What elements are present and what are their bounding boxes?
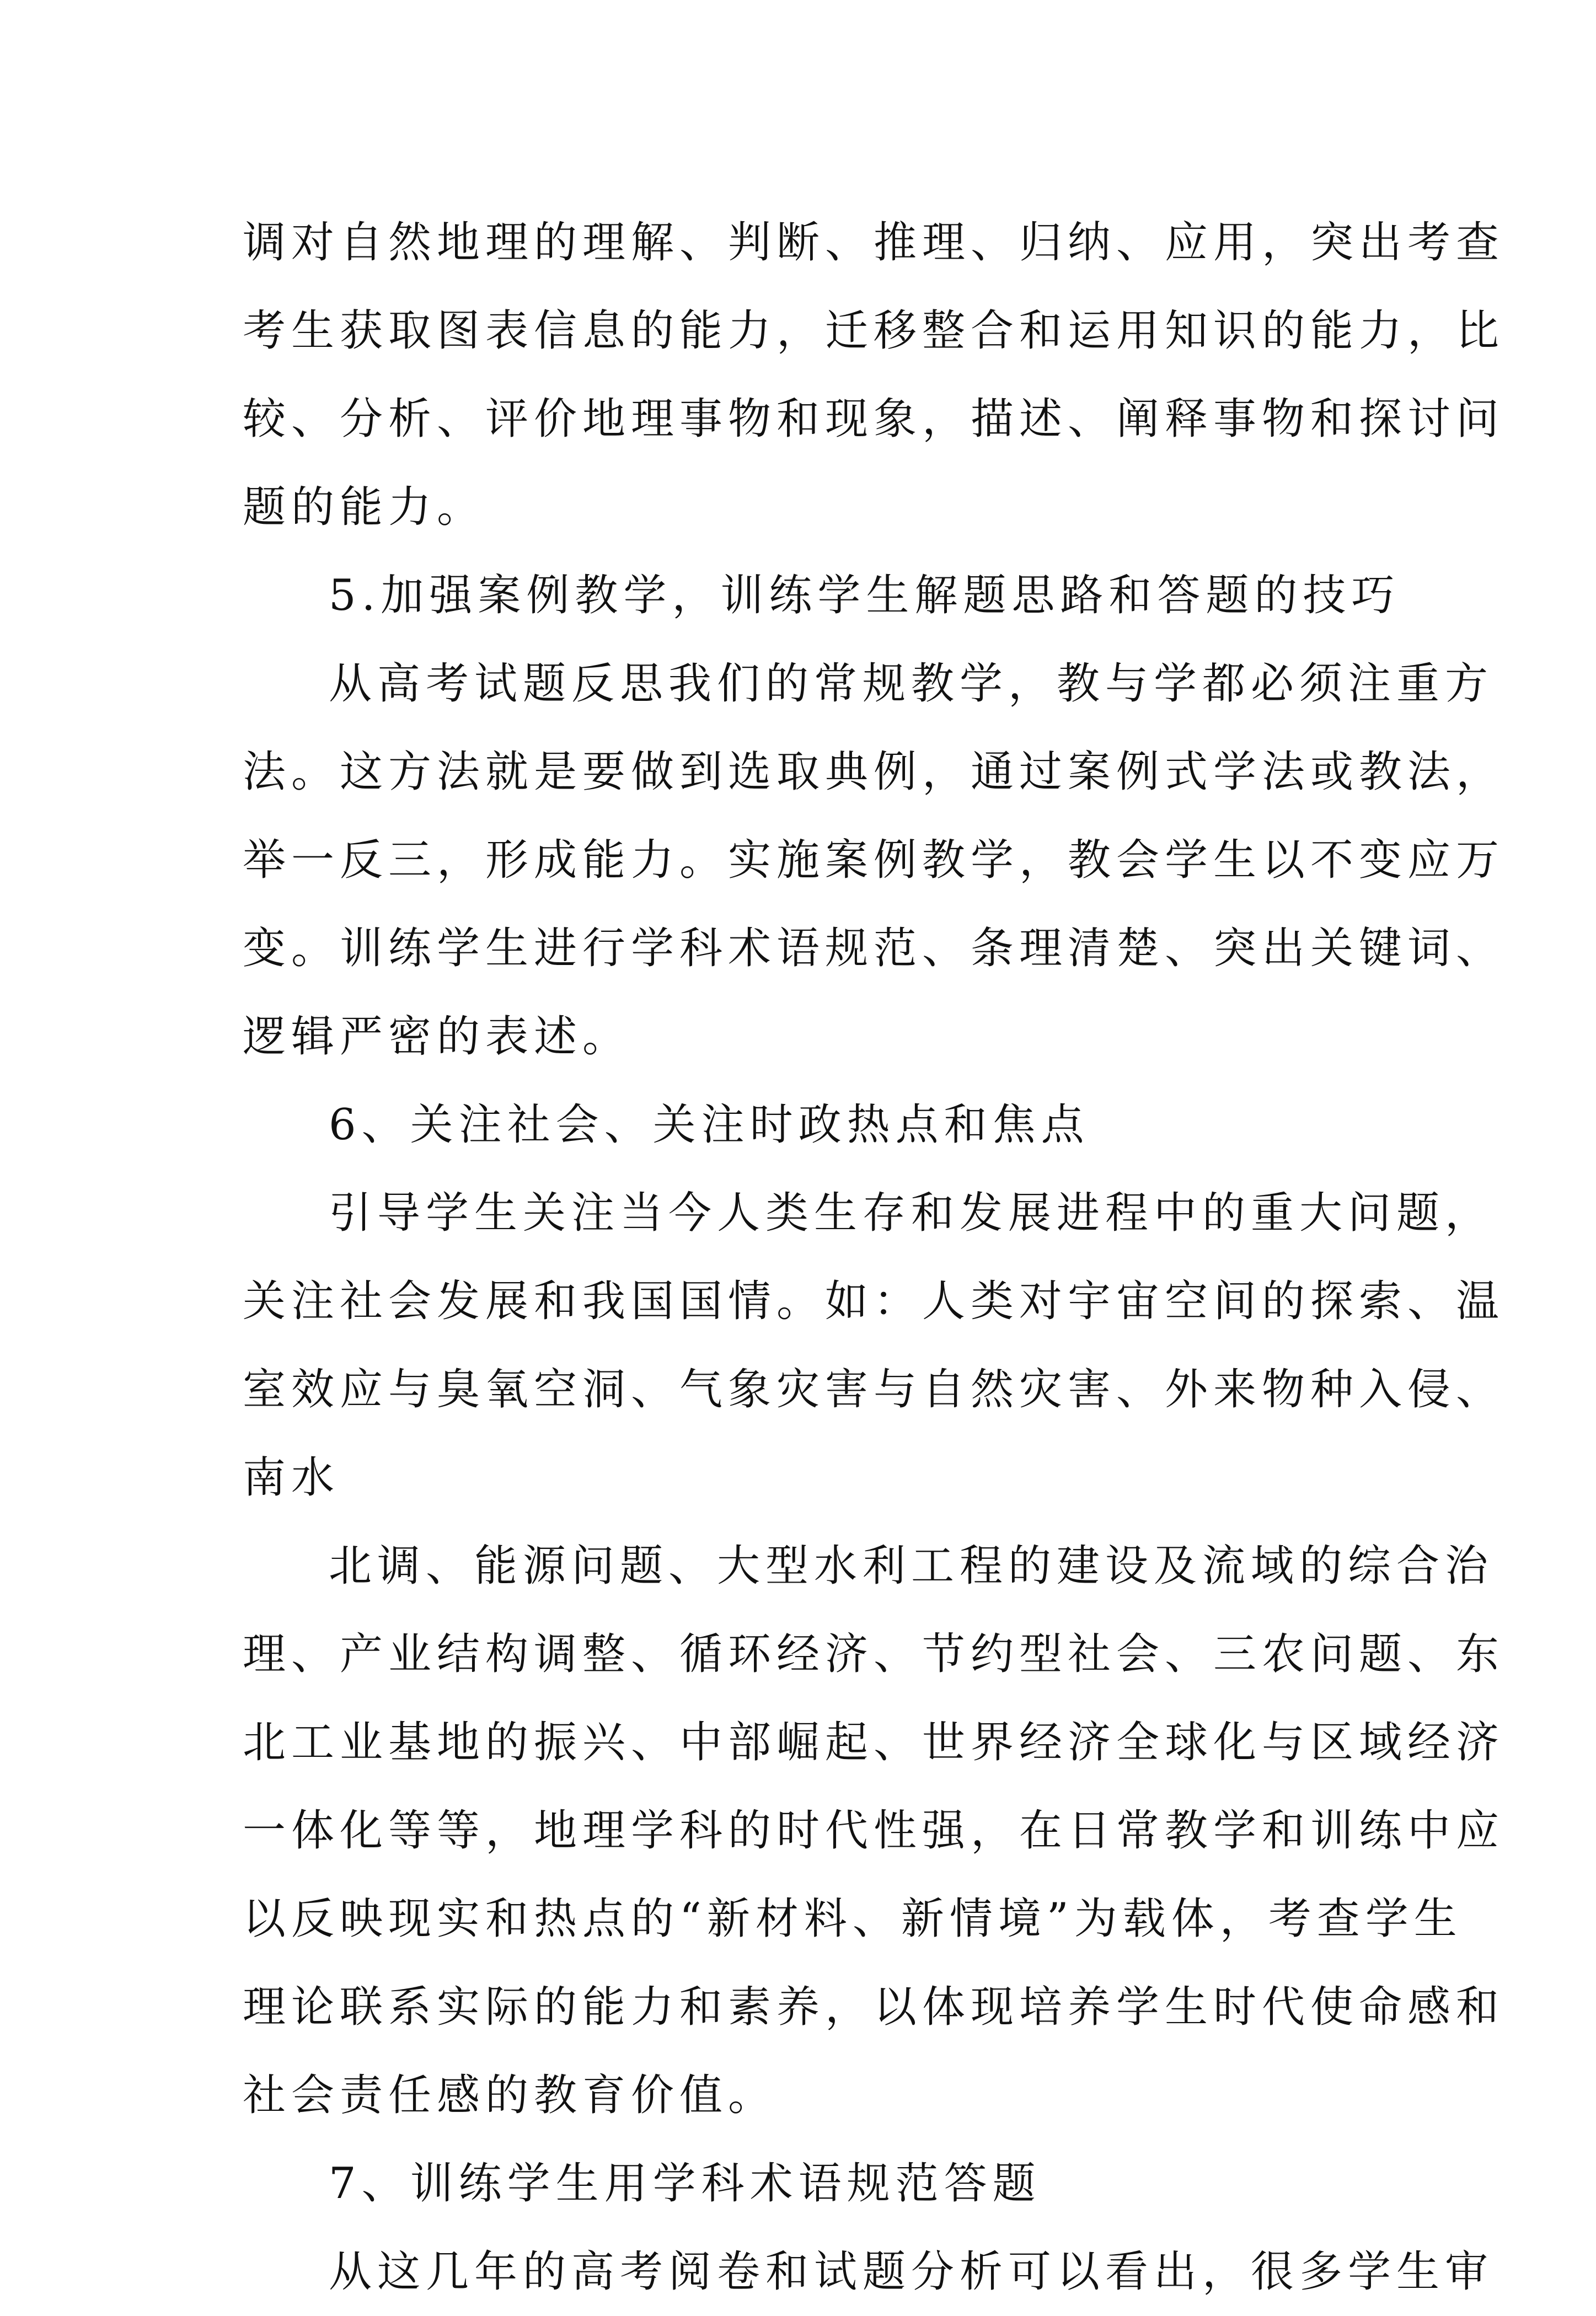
body-text — [243, 199, 1505, 2316]
text-line: 室效应与臭氧空洞、气象灾害与自然灾害、外来物种入侵、 — [243, 1365, 1505, 1414]
text-line: 举一反三，形成能力。实施案例教学，教会学生以不变应万 — [243, 835, 1505, 885]
text-line: 从高考试题反思我们的常规教学，教与学都必须注重方 — [329, 659, 1494, 709]
text-line: 从这几年的高考阅卷和试题分析可以看出，很多学生审 — [329, 2247, 1494, 2297]
section-heading-6: 6、关注社会、关注时政热点和焦点 — [329, 1100, 1090, 1150]
text-line: 以反映现实和热点的“新材料、新情境”为载体，考查学生 — [243, 1894, 1463, 1944]
text-line: 北调、能源问题、大型水利工程的建设及流域的综合治 — [329, 1541, 1494, 1591]
section-heading-5: 5.加强案例教学，训练学生解题思路和答题的技巧 — [329, 571, 1400, 620]
text-line: 关注社会发展和我国国情。如：人类对宇宙空间的探索、温 — [243, 1277, 1505, 1326]
text-line: 调对自然地理的理解、判断、推理、归纳、应用，突出考查 — [243, 218, 1505, 267]
text-line: 考生获取图表信息的能力，迁移整合和运用知识的能力，比 — [243, 306, 1505, 356]
text-line: 较、分析、评价地理事物和现象，描述、阐释事物和探讨问 — [243, 394, 1505, 444]
text-line: 法。这方法就是要做到选取典例，通过案例式学法或教法， — [243, 747, 1505, 797]
text-line: 理论联系实际的能力和素养，以体现培养学生时代使命感和 — [243, 1982, 1505, 2032]
text-line: 引导学生关注当今人类生存和发展进程中的重大问题， — [329, 1188, 1494, 1238]
text-line: 题的能力。 — [243, 482, 486, 532]
text-line: 社会责任感的教育价值。 — [243, 2071, 777, 2120]
text-line: 北工业基地的振兴、中部崛起、世界经济全球化与区域经济 — [243, 1718, 1505, 1767]
text-line: 逻辑严密的表述。 — [243, 1012, 631, 1062]
text-line: 南水 — [243, 1453, 340, 1503]
section-heading-7: 7、训练学生用学科术语规范答题 — [329, 2159, 1041, 2208]
text-line: 理、产业结构调整、循环经济、节约型社会、三农问题、东 — [243, 1629, 1505, 1679]
text-line: 一体化等等，地理学科的时代性强，在日常教学和训练中应 — [243, 1806, 1505, 1856]
text-line: 变。训练学生进行学科术语规范、条理清楚、突出关键词、 — [243, 924, 1505, 973]
